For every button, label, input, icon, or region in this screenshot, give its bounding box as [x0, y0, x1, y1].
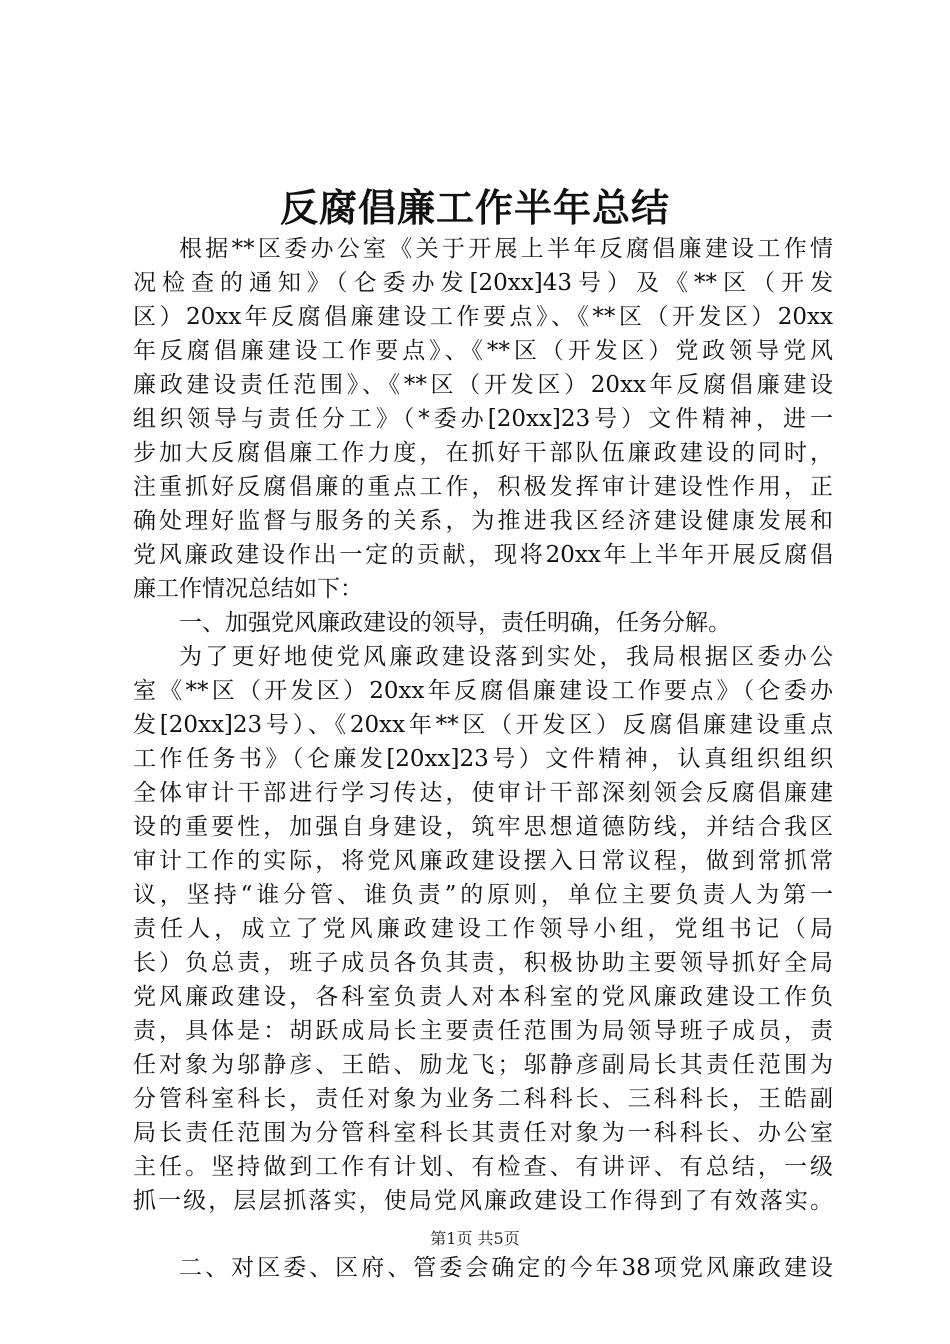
- text-line: 审计工作的实际，将党风廉政建设摆入日常议程，做到常抓常: [133, 848, 833, 874]
- document-body: [133, 232, 833, 1285]
- document-title: 反腐倡廉工作半年总结: [279, 185, 670, 230]
- text-line: 步加大反腐倡廉工作力度，在抓好干部队伍廉政建设的同时，: [133, 440, 833, 466]
- text-line: 设的重要性，加强自身建设，筑牢思想道德防线，并结合我区: [133, 814, 833, 840]
- text-line: 党风廉政建设作出一定的贡献，现将20xx年上半年开展反腐倡: [133, 542, 833, 568]
- text-line: 分管科室科长，责任对象为业务二科科长、三科科长，王皓副: [133, 1086, 833, 1112]
- text-line: 议，坚持“谁分管、谁负责”的原则，单位主要负责人为第一: [133, 882, 833, 908]
- text-line: 责，具体是：胡跃成局长主要责任范围为局领导班子成员，责: [133, 1018, 833, 1044]
- text-line: 年反腐倡廉建设工作要点》、《**区（开发区）党政领导党风: [133, 338, 833, 364]
- text-line: 为了更好地使党风廉政建设落到实处，我局根据区委办公: [179, 644, 833, 670]
- text-line: 注重抓好反腐倡廉的重点工作，积极发挥审计建设性作用，正: [133, 474, 833, 500]
- text-line: 况检查的通知》（仑委办发[20xx]43号）及《**区（开发: [133, 270, 833, 296]
- text-line: 任对象为邬静彦、王皓、励龙飞；邬静彦副局长其责任范围为: [133, 1052, 833, 1078]
- text-line: 发[20xx]23号）、《20xx年**区（开发区）反腐倡廉建设重点: [133, 712, 833, 738]
- text-line: 工作任务书》（仑廉发[20xx]23号）文件精神，认真组织组织: [133, 746, 833, 772]
- section-heading: 二、对区委、区府、管委会确定的今年38项党风廉政建设: [179, 1255, 833, 1281]
- text-line: 廉政建设责任范围》、《**区（开发区）20xx年反腐倡廉建设: [133, 372, 833, 398]
- text-line: 局长责任范围为分管科室科长其责任对象为一科科长、办公室: [133, 1120, 833, 1146]
- text-line: 抓一级，层层抓落实，使局党风廉政建设工作得到了有效落实。: [133, 1188, 833, 1214]
- text-line: 确处理好监督与服务的关系，为推进我区经济建设健康发展和: [133, 508, 833, 534]
- section-heading: 一、加强党风廉政建设的领导，责任明确，任务分解。: [179, 610, 731, 636]
- text-line: 主任。坚持做到工作有计划、有检查、有讲评、有总结，一级: [133, 1154, 833, 1180]
- text-line: 组织领导与责任分工》（*委办[20xx]23号）文件精神，进一: [133, 406, 833, 432]
- text-line: 廉工作情况总结如下：: [133, 576, 363, 602]
- text-line: 全体审计干部进行学习传达，使审计干部深刻领会反腐倡廉建: [133, 780, 833, 806]
- text-line: 责任人，成立了党风廉政建设工作领导小组，党组书记（局: [133, 916, 833, 942]
- text-line: 区）20xx年反腐倡廉建设工作要点》、《**区（开发区）20xx: [133, 304, 833, 330]
- page-footer: 第1页 共5页: [430, 1229, 520, 1248]
- text-line: 根据**区委办公室《关于开展上半年反腐倡廉建设工作情: [179, 236, 833, 262]
- text-line: 长）负总责，班子成员各负其责，积极协助主要领导抓好全局: [133, 950, 833, 976]
- text-line: 室《**区（开发区）20xx年反腐倡廉建设工作要点》（仑委办: [133, 678, 833, 704]
- text-line: 党风廉政建设，各科室负责人对本科室的党风廉政建设工作负: [133, 984, 833, 1010]
